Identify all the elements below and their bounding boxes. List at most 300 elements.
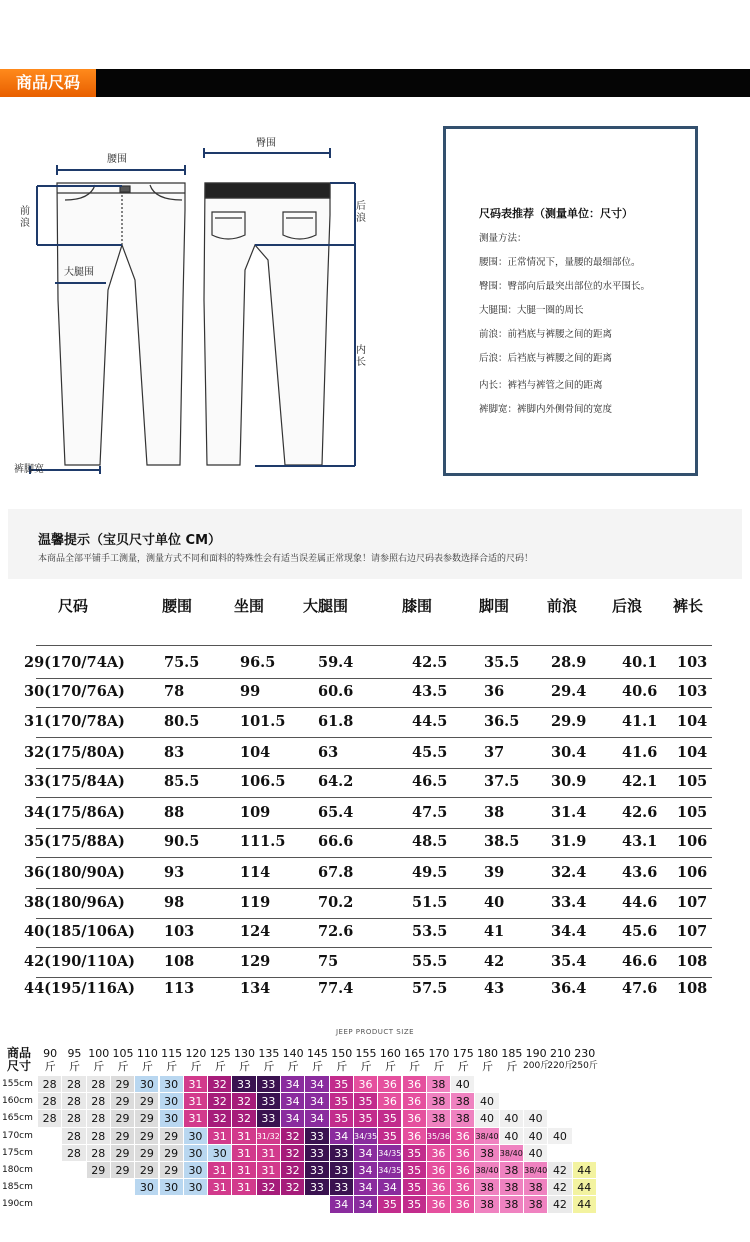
size-cell: [305, 1196, 329, 1213]
tips-text: 本商品全部平铺手工测量，测量方式不同和面料的特殊性会有适当误差属正常现象！请参照右边尺码表参数选择合适的尺码！: [38, 554, 534, 564]
size-cell: 31: [208, 1179, 232, 1196]
size-cell: 30: [184, 1162, 208, 1179]
size-cell: [548, 1076, 572, 1093]
size-cell-value: 103: [164, 923, 195, 940]
size-cell-label: 38(180/96A): [24, 894, 125, 911]
size-cell-value: 34.4: [551, 923, 587, 940]
label-waist: 腰围: [107, 154, 127, 165]
size-cell-value: 41.6: [622, 744, 658, 761]
size-cell-value: 105: [677, 804, 708, 821]
weight-unit: 斤: [263, 1060, 275, 1073]
size-cell: [475, 1076, 499, 1093]
size-cell: 44: [573, 1179, 597, 1196]
size-cell-label: 30(170/76A): [24, 683, 125, 700]
weight-header: 145: [306, 1047, 328, 1060]
size-cell: 28: [38, 1110, 62, 1127]
size-cell-value: 114: [240, 864, 271, 881]
size-cell: [111, 1179, 135, 1196]
size-cell: 32: [208, 1110, 232, 1127]
size-cell: 38: [475, 1145, 499, 1162]
size-cell: 36: [403, 1093, 427, 1110]
size-cell-value: 42.6: [622, 804, 658, 821]
size-cell: 33: [232, 1076, 256, 1093]
size-cell: 28: [38, 1093, 62, 1110]
size-cell: 34: [378, 1179, 402, 1196]
weight-unit: 斤: [482, 1060, 494, 1073]
size-cell: 34: [354, 1162, 378, 1179]
size-cell: 31: [208, 1162, 232, 1179]
size-cell: 36: [427, 1196, 451, 1213]
size-cell-value: 44.6: [622, 894, 658, 911]
tips-panel: [8, 509, 742, 579]
weight-header: 230: [574, 1047, 596, 1060]
size-table-rule: [36, 797, 712, 798]
size-cell: [281, 1196, 305, 1213]
size-cell-value: 55.5: [412, 953, 448, 970]
size-cell: 28: [87, 1110, 111, 1127]
size-cell-value: 113: [164, 980, 195, 997]
height-label: 190cm: [2, 1199, 33, 1210]
size-cell: 28: [62, 1093, 86, 1110]
size-cell-value: 57.5: [412, 980, 448, 997]
size-cell-value: 103: [677, 654, 708, 671]
size-cell: 35: [378, 1196, 402, 1213]
size-cell: [232, 1196, 256, 1213]
size-cell-value: 49.5: [412, 864, 448, 881]
size-cell: 29: [160, 1128, 184, 1145]
size-cell: 42: [548, 1162, 572, 1179]
size-cell: 33: [257, 1093, 281, 1110]
size-cell-value: 106.5: [240, 773, 286, 790]
size-table-header: 裤长: [673, 597, 704, 615]
label-thigh: 大腿围: [64, 267, 94, 278]
size-table-header: 腰围: [162, 597, 193, 615]
weight-unit: 斤: [433, 1060, 445, 1073]
measurement-guide-row: 内长：裤裆与裤管之间的距离: [479, 380, 603, 391]
size-cell: 35: [403, 1196, 427, 1213]
label-leg-opening: 裤脚宽: [14, 464, 44, 475]
weight-header: 115: [161, 1047, 183, 1060]
size-cell-value: 103: [677, 683, 708, 700]
size-cell: 36: [354, 1076, 378, 1093]
weight-extra: 220斤: [547, 1061, 574, 1071]
size-cell: [524, 1093, 548, 1110]
size-cell: [62, 1162, 86, 1179]
size-cell: 31: [232, 1179, 256, 1196]
size-cell-value: 70.2: [318, 894, 354, 911]
size-cell: 35: [330, 1093, 354, 1110]
size-cell: 28: [87, 1093, 111, 1110]
label-back-rise: 后 浪: [356, 201, 366, 224]
size-cell-value: 119: [240, 894, 271, 911]
size-cell: 36: [427, 1179, 451, 1196]
size-cell: 40: [524, 1110, 548, 1127]
size-cell: 34/35: [378, 1162, 402, 1179]
measurement-guide-row: 后浪：后裆底与裤腰之间的距离: [479, 353, 613, 364]
weight-unit: 斤: [239, 1060, 251, 1073]
size-cell: 36: [403, 1110, 427, 1127]
size-cell: 36: [427, 1162, 451, 1179]
size-cell-value: 43.6: [622, 864, 658, 881]
weight-header: 135: [258, 1047, 280, 1060]
size-cell: 31/32: [257, 1128, 281, 1145]
size-cell-label: 29(170/74A): [24, 654, 125, 671]
size-cell: [38, 1179, 62, 1196]
size-cell: 33: [257, 1076, 281, 1093]
size-cell: [87, 1196, 111, 1213]
size-cell-value: 41: [484, 923, 505, 940]
size-cell: [135, 1196, 159, 1213]
size-cell: 38: [500, 1179, 524, 1196]
size-cell-value: 37.5: [484, 773, 520, 790]
section-header-bar: [0, 69, 750, 97]
size-cell-value: 72.6: [318, 923, 354, 940]
size-cell: 31: [232, 1128, 256, 1145]
size-cell: 31: [208, 1128, 232, 1145]
size-cell-value: 40.1: [622, 654, 658, 671]
size-table-header: 前浪: [547, 597, 578, 615]
size-cell: 34: [281, 1093, 305, 1110]
measurement-guide-box: [443, 126, 698, 476]
size-cell: 31: [232, 1162, 256, 1179]
size-cell: 34: [281, 1076, 305, 1093]
size-cell: 35: [330, 1110, 354, 1127]
size-cell: 29: [111, 1162, 135, 1179]
size-cell: 36: [427, 1145, 451, 1162]
size-cell-value: 35.4: [551, 953, 587, 970]
size-cell-value: 36: [484, 683, 505, 700]
size-cell: 32: [281, 1145, 305, 1162]
size-cell-value: 111.5: [240, 833, 286, 850]
weight-header: 140: [282, 1047, 304, 1060]
corner-label: 商品: [6, 1046, 31, 1060]
size-cell-value: 108: [164, 953, 195, 970]
weight-unit: 斤: [166, 1060, 178, 1073]
size-table-rule: [36, 947, 712, 948]
size-cell: [62, 1196, 86, 1213]
size-cell-value: 40: [484, 894, 505, 911]
measurement-guide-row: 裤脚宽：裤脚内外侧骨间的宽度: [479, 404, 613, 415]
size-cell: [524, 1076, 548, 1093]
size-cell: [160, 1196, 184, 1213]
height-label: 170cm: [2, 1130, 33, 1141]
weight-header: 100: [88, 1047, 110, 1060]
measurement-guide-row: 腰围：正常情况下，量腰的最细部位。: [479, 257, 641, 268]
size-cell-value: 106: [677, 864, 708, 881]
section-tab-product-size: 商品尺码: [0, 69, 96, 97]
size-cell-value: 78: [164, 683, 185, 700]
size-cell: 38: [475, 1179, 499, 1196]
size-cell: 40: [475, 1093, 499, 1110]
size-cell: 36: [378, 1093, 402, 1110]
weight-header: 90: [43, 1047, 58, 1060]
size-cell-value: 38.5: [484, 833, 520, 850]
size-cell: [62, 1179, 86, 1196]
height-label: 175cm: [2, 1147, 33, 1158]
size-cell: [38, 1196, 62, 1213]
size-cell: 33: [305, 1128, 329, 1145]
size-cell-value: 107: [677, 894, 708, 911]
size-table-rule: [36, 857, 712, 858]
size-cell-value: 45.6: [622, 923, 658, 940]
size-cell: 34: [354, 1196, 378, 1213]
size-table-header: 大腿围: [303, 597, 349, 615]
size-cell-value: 42.5: [412, 654, 448, 671]
size-cell: 35: [378, 1110, 402, 1127]
size-cell-value: 98: [164, 894, 185, 911]
size-cell: 29: [111, 1093, 135, 1110]
size-cell: 30: [208, 1145, 232, 1162]
size-table-header: 坐围: [234, 597, 265, 615]
size-cell-value: 83: [164, 744, 185, 761]
size-cell-value: 37: [484, 744, 505, 761]
size-cell: 33: [330, 1179, 354, 1196]
size-table-rule: [36, 768, 712, 769]
size-cell-value: 129: [240, 953, 271, 970]
size-cell-value: 75: [318, 953, 339, 970]
size-cell: 36: [451, 1179, 475, 1196]
size-cell-value: 42: [484, 953, 505, 970]
size-cell: 28: [62, 1076, 86, 1093]
label-hip: 臀围: [256, 138, 276, 149]
size-cell: 30: [184, 1128, 208, 1145]
size-cell: [548, 1110, 572, 1127]
size-cell-value: 30.9: [551, 773, 587, 790]
size-cell: 38: [524, 1196, 548, 1213]
measurement-guide-row: 前浪：前裆底与裤腰之间的距离: [479, 329, 613, 340]
size-cell-value: 88: [164, 804, 185, 821]
size-cell-value: 106: [677, 833, 708, 850]
size-cell: 28: [87, 1076, 111, 1093]
size-cell: 32: [208, 1093, 232, 1110]
size-cell: 29: [135, 1145, 159, 1162]
label-front-rise: 前 浪: [20, 206, 30, 229]
size-cell-value: 67.8: [318, 864, 354, 881]
size-cell: 32: [281, 1128, 305, 1145]
label-inseam: 内 长: [356, 345, 366, 368]
size-cell-value: 101.5: [240, 713, 286, 730]
size-cell: 38: [427, 1076, 451, 1093]
size-cell: 36: [403, 1128, 427, 1145]
weight-unit: 斤: [311, 1060, 323, 1073]
size-cell: [573, 1110, 597, 1127]
size-cell: [573, 1128, 597, 1145]
size-cell-label: 32(175/80A): [24, 744, 125, 761]
size-cell: 30: [160, 1076, 184, 1093]
size-cell-value: 42.1: [622, 773, 658, 790]
weight-header: 155: [355, 1047, 377, 1060]
size-cell: 35/36: [427, 1128, 451, 1145]
size-cell-value: 99: [240, 683, 261, 700]
size-cell-value: 66.6: [318, 833, 354, 850]
size-table-rule: [36, 645, 712, 646]
weight-header: 185: [501, 1047, 523, 1060]
size-cell-value: 43.5: [412, 683, 448, 700]
size-cell-value: 47.6: [622, 980, 658, 997]
weight-unit: 斤: [44, 1060, 56, 1073]
size-cell: 32: [232, 1110, 256, 1127]
size-cell-value: 93: [164, 864, 185, 881]
weight-header: 175: [452, 1047, 474, 1060]
size-cell: [500, 1093, 524, 1110]
size-cell-value: 51.5: [412, 894, 448, 911]
size-cell: 38/40: [500, 1145, 524, 1162]
size-cell: [38, 1128, 62, 1145]
size-cell: 40: [475, 1110, 499, 1127]
size-cell-label: 31(170/78A): [24, 713, 125, 730]
size-cell-value: 38: [484, 804, 505, 821]
size-cell: 40: [524, 1145, 548, 1162]
size-cell: [87, 1179, 111, 1196]
corner-label: 尺寸: [6, 1059, 31, 1073]
size-cell-label: 44(195/116A): [24, 980, 135, 997]
size-cell: [573, 1145, 597, 1162]
weight-header: 170: [428, 1047, 450, 1060]
size-cell: 40: [500, 1128, 524, 1145]
size-cell-value: 36.5: [484, 713, 520, 730]
size-cell-value: 29.9: [551, 713, 587, 730]
size-cell: 30: [160, 1093, 184, 1110]
size-cell-value: 31.9: [551, 833, 587, 850]
jeep-chart-title: JEEP PRODUCT SIZE: [335, 1028, 415, 1036]
size-cell-value: 44.5: [412, 713, 448, 730]
size-cell: 28: [87, 1128, 111, 1145]
size-cell-value: 36.4: [551, 980, 587, 997]
weight-unit: 斤: [287, 1060, 299, 1073]
size-cell: 30: [184, 1145, 208, 1162]
size-cell: 40: [451, 1076, 475, 1093]
size-cell-value: 108: [677, 980, 708, 997]
size-cell-value: 45.5: [412, 744, 448, 761]
size-cell: 29: [135, 1110, 159, 1127]
size-cell-value: 35.5: [484, 654, 520, 671]
size-cell-value: 90.5: [164, 833, 200, 850]
size-cell: 28: [87, 1145, 111, 1162]
measurement-guide-row: 臀围：臀部向后最突出部位的水平围长。: [479, 281, 651, 292]
size-cell: 36: [451, 1162, 475, 1179]
size-cell-value: 75.5: [164, 654, 200, 671]
size-cell: 33: [305, 1179, 329, 1196]
size-cell-value: 29.4: [551, 683, 587, 700]
size-cell: 35: [403, 1145, 427, 1162]
size-cell: 36: [451, 1128, 475, 1145]
size-cell-value: 33.4: [551, 894, 587, 911]
size-table-header: 脚围: [479, 597, 510, 615]
weight-unit: 斤: [68, 1060, 80, 1073]
measurement-guide-row: 大腿围：大腿一圈的周长: [479, 305, 584, 316]
size-cell: 32: [281, 1179, 305, 1196]
size-cell: [500, 1076, 524, 1093]
size-cell-value: 104: [240, 744, 271, 761]
size-cell: 29: [111, 1076, 135, 1093]
size-cell-value: 96.5: [240, 654, 276, 671]
weight-unit: 斤: [190, 1060, 202, 1073]
size-cell: 33: [305, 1162, 329, 1179]
size-cell: 28: [62, 1145, 86, 1162]
size-table-header: 膝围: [402, 597, 433, 615]
size-cell-value: 32.4: [551, 864, 587, 881]
height-label: 185cm: [2, 1182, 33, 1193]
size-cell: 28: [38, 1076, 62, 1093]
size-cell: 38: [500, 1196, 524, 1213]
size-cell: 38: [524, 1179, 548, 1196]
size-cell-value: 53.5: [412, 923, 448, 940]
size-cell-value: 104: [677, 713, 708, 730]
size-cell: [208, 1196, 232, 1213]
size-cell: 29: [135, 1128, 159, 1145]
size-cell: 32: [208, 1076, 232, 1093]
size-cell: 32: [281, 1162, 305, 1179]
size-table-header: 后浪: [612, 597, 643, 615]
size-cell: 35: [354, 1093, 378, 1110]
size-table-rule: [36, 977, 712, 978]
size-cell-value: 63: [318, 744, 339, 761]
size-cell: [38, 1162, 62, 1179]
size-cell: 30: [135, 1076, 159, 1093]
size-cell: 32: [232, 1093, 256, 1110]
size-cell-value: 40.6: [622, 683, 658, 700]
size-cell-value: 30.4: [551, 744, 587, 761]
size-cell: 36: [403, 1076, 427, 1093]
size-cell-value: 109: [240, 804, 271, 821]
size-cell: [111, 1196, 135, 1213]
size-cell: 31: [184, 1110, 208, 1127]
weight-header: 125: [209, 1047, 231, 1060]
size-cell: 38: [500, 1162, 524, 1179]
size-cell-value: 105: [677, 773, 708, 790]
size-cell: 32: [257, 1179, 281, 1196]
size-cell: 33: [257, 1110, 281, 1127]
size-cell: 29: [160, 1145, 184, 1162]
pants-diagram: [0, 130, 440, 480]
size-cell-value: 80.5: [164, 713, 200, 730]
weight-unit: 斤: [384, 1060, 396, 1073]
weight-header: 160: [379, 1047, 401, 1060]
size-cell: 38: [451, 1110, 475, 1127]
size-cell-value: 107: [677, 923, 708, 940]
size-cell-value: 134: [240, 980, 271, 997]
size-cell: 36: [451, 1145, 475, 1162]
measurement-guide-title: 尺码表推荐（测量单位：尺寸）: [479, 207, 633, 220]
size-cell: 38/40: [475, 1128, 499, 1145]
size-cell: 35: [378, 1128, 402, 1145]
size-cell: 34: [305, 1110, 329, 1127]
size-cell-value: 104: [677, 744, 708, 761]
size-cell: 29: [87, 1162, 111, 1179]
size-cell-value: 61.8: [318, 713, 354, 730]
size-cell-value: 60.6: [318, 683, 354, 700]
size-cell: 34/35: [354, 1128, 378, 1145]
size-cell: 35: [403, 1179, 427, 1196]
size-cell: [573, 1093, 597, 1110]
size-cell: 34: [354, 1179, 378, 1196]
size-cell: 35: [354, 1110, 378, 1127]
size-cell-value: 64.2: [318, 773, 354, 790]
size-cell: 34: [281, 1110, 305, 1127]
size-cell: [548, 1093, 572, 1110]
weight-unit: 斤: [409, 1060, 421, 1073]
height-label: 160cm: [2, 1096, 33, 1107]
size-cell: 30: [160, 1179, 184, 1196]
size-cell: 29: [111, 1128, 135, 1145]
size-cell: 29: [135, 1093, 159, 1110]
size-cell: 33: [305, 1145, 329, 1162]
weight-unit: 斤: [93, 1060, 105, 1073]
size-cell-value: 48.5: [412, 833, 448, 850]
weight-extra: 200斤: [523, 1061, 550, 1071]
weight-header: 180: [477, 1047, 499, 1060]
weight-unit: 斤: [117, 1060, 129, 1073]
